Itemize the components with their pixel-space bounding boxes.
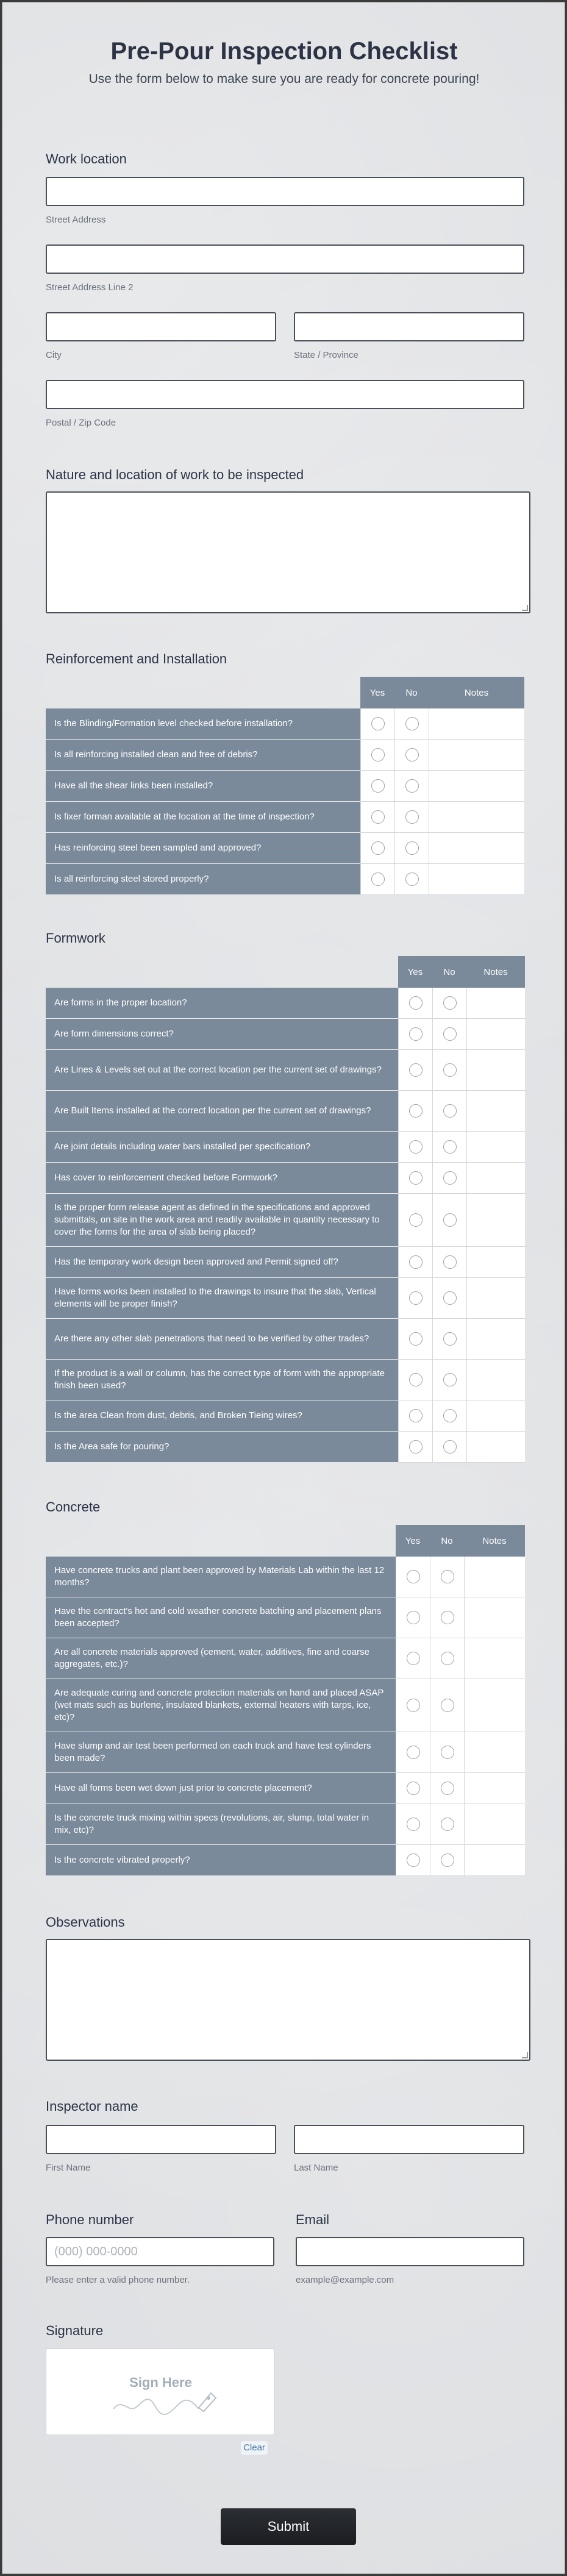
concrete-cell-yes [396,1679,430,1732]
formwork-cell-yes [398,1319,432,1360]
formwork-question: Is the Area safe for pouring? [46,1432,398,1463]
formwork-question: If the product is a wall or column, has the correct type of form with the appropriate finish been used? [46,1360,398,1400]
concrete-radio-no[interactable] [441,1782,454,1795]
table-row [46,1804,525,1845]
formwork-header-no: No [432,956,466,988]
concrete-question: Have the contract's hot and cold weather concrete batching and placement plans been accepted? [46,1597,396,1638]
concrete-notes-input[interactable] [464,1597,525,1638]
formwork-notes-input[interactable] [466,1194,525,1247]
table-row [46,1019,525,1050]
formwork-radio-no[interactable] [443,1291,457,1305]
formwork-cell-yes [398,988,432,1019]
formwork-radio-no[interactable] [443,1171,457,1185]
formwork-cell-no [432,1132,466,1163]
concrete-notes-input[interactable] [464,1845,525,1876]
concrete-header-notes: Notes [464,1525,525,1557]
form-container [2,2,565,2574]
reinforcement-notes-input[interactable] [429,740,524,771]
formwork-radio-no[interactable] [443,1104,457,1118]
table-row [46,1679,525,1732]
signature-placeholder: Sign Here [129,2375,192,2390]
concrete-question: Are adequate curing and concrete protection materials on hand and placed ASAP (wet mats such as burlene, insulated blankets, external heaters with tarps, ice, etc)? [46,1679,396,1732]
reinforcement-radio-no[interactable] [405,748,419,762]
formwork-cell-no [432,1247,466,1278]
reinforcement-cell-no [394,833,429,864]
formwork-notes-input[interactable] [466,1400,525,1432]
formwork-question: Have forms works been installed to the drawings to insure that the slab, Vertical elements will be proper finish? [46,1278,398,1319]
formwork-question: Are forms in the proper location? [46,988,398,1019]
phone-label: Phone number [46,2212,134,2227]
reinforcement-header-yes: Yes [360,677,394,708]
concrete-cell-yes [396,1773,430,1804]
formwork-cell-no [432,1360,466,1400]
table-row [46,1194,525,1247]
last-name-sublabel: Last Name [294,2163,338,2173]
signature-pen-icon [107,2385,229,2421]
first-name-sublabel: First Name [46,2163,91,2173]
formwork-notes-input[interactable] [466,1432,525,1463]
formwork-cell-no [432,1432,466,1463]
formwork-radio-yes[interactable] [409,1104,423,1118]
concrete-header-yes: Yes [396,1525,430,1557]
observations-label: Observations [46,1914,125,1930]
table-row [46,1360,525,1400]
table-row [46,1400,525,1432]
formwork-radio-yes[interactable] [409,1291,423,1305]
table-row [46,1597,525,1638]
concrete-radio-no[interactable] [441,1854,454,1867]
reinforcement-cell-no [394,802,429,833]
reinforcement-notes-input[interactable] [429,864,524,895]
resize-grip-icon[interactable] [522,2052,528,2058]
reinforcement-cell-yes [360,771,394,802]
nature-textarea[interactable] [46,491,530,613]
table-row [46,1247,525,1278]
table-row [46,833,524,864]
reinforcement-question: Has reinforcing steel been sampled and approved? [46,833,360,864]
formwork-radio-no[interactable] [443,1027,457,1041]
table-row [46,1773,525,1804]
formwork-cell-yes [398,1019,432,1050]
formwork-notes-input[interactable] [466,988,525,1019]
resize-grip-icon[interactable] [522,605,528,611]
concrete-radio-yes[interactable] [407,1818,420,1831]
concrete-radio-yes[interactable] [407,1699,420,1712]
reinforcement-radio-no[interactable] [405,872,419,886]
reinforcement-radio-no[interactable] [405,779,419,793]
formwork-cell-no [432,1163,466,1194]
observations-textarea[interactable] [46,1939,530,2061]
concrete-cell-no [430,1679,464,1732]
formwork-cell-no [432,1091,466,1132]
concrete-question: Have all forms been wet down just prior to concrete placement? [46,1773,396,1804]
concrete-cell-no [430,1845,464,1876]
concrete-question: Are all concrete materials approved (cement, water, additives, fine and coarse aggregates, etc.)? [46,1638,396,1679]
reinforcement-notes-input[interactable] [429,833,524,864]
concrete-label: Concrete [46,1499,101,1515]
submit-button[interactable]: Submit [221,2508,356,2545]
concrete-cell-no [430,1638,464,1679]
formwork-question: Has the temporary work design been approved and Permit signed off? [46,1247,398,1278]
formwork-cell-yes [398,1194,432,1247]
concrete-radio-no[interactable] [441,1570,454,1583]
formwork-notes-input[interactable] [466,1319,525,1360]
formwork-question: Are joint details including water bars installed per specification? [46,1132,398,1163]
first-name-input[interactable] [46,2125,276,2154]
concrete-cell-yes [396,1638,430,1679]
reinforcement-radio-yes[interactable] [371,748,385,762]
reinforcement-header-notes: Notes [429,677,524,708]
formwork-cell-yes [398,1400,432,1432]
reinforcement-radio-yes[interactable] [371,717,385,730]
table-row [46,1050,525,1091]
formwork-question: Are Built Items installed at the correct location per the current set of drawings? [46,1091,398,1132]
concrete-cell-yes [396,1845,430,1876]
postal-code-input[interactable] [46,380,524,409]
page-subtitle: Use the form below to make sure you are ready for concrete pouring! [88,72,480,86]
formwork-radio-yes[interactable] [409,1440,423,1454]
concrete-radio-no[interactable] [441,1818,454,1831]
table-row [46,988,525,1019]
formwork-radio-yes[interactable] [409,1409,423,1422]
concrete-notes-input[interactable] [464,1679,525,1732]
reinforcement-label: Reinforcement and Installation [46,651,227,666]
concrete-notes-input[interactable] [464,1557,525,1597]
formwork-radio-no[interactable] [443,1409,457,1422]
concrete-question: Is the concrete truck mixing within specs (revolutions, air, slump, total water in mix, etc)? [46,1804,396,1845]
formwork-radio-yes[interactable] [409,996,423,1010]
concrete-radio-yes[interactable] [407,1782,420,1795]
table-row [46,1163,525,1194]
formwork-radio-no[interactable] [443,1213,457,1227]
formwork-radio-yes[interactable] [409,1213,423,1227]
formwork-question: Are Lines & Levels set out at the correct location per the current set of drawings? [46,1050,398,1091]
reinforcement-radio-yes[interactable] [371,872,385,886]
formwork-radio-no[interactable] [443,1140,457,1154]
concrete-cell-no [430,1773,464,1804]
table-row [46,802,524,833]
formwork-question: Has cover to reinforcement checked before Formwork? [46,1163,398,1194]
concrete-radio-yes[interactable] [407,1570,420,1583]
table-row [46,740,524,771]
concrete-cell-no [430,1804,464,1845]
formwork-radio-no[interactable] [443,1440,457,1454]
formwork-label: Formwork [46,930,105,946]
reinforcement-cell-no [394,708,429,740]
formwork-cell-yes [398,1050,432,1091]
concrete-cell-no [430,1597,464,1638]
street-address-input[interactable] [46,177,524,206]
concrete-notes-input[interactable] [464,1732,525,1773]
concrete-cell-no [430,1557,464,1597]
reinforcement-cell-no [394,771,429,802]
table-row [46,1557,525,1597]
formwork-radio-yes[interactable] [409,1255,423,1269]
reinforcement-cell-yes [360,740,394,771]
reinforcement-header-no: No [394,677,429,708]
street-address-line2-input[interactable] [46,244,524,274]
formwork-notes-input[interactable] [466,1247,525,1278]
formwork-question: Are there any other slab penetrations that need to be verified by other trades? [46,1319,398,1360]
formwork-cell-yes [398,1132,432,1163]
formwork-header-yes: Yes [398,956,432,988]
concrete-header-no: No [430,1525,464,1557]
formwork-notes-input[interactable] [466,1360,525,1400]
formwork-radio-no[interactable] [443,1255,457,1269]
table-row [46,1319,525,1360]
formwork-notes-input[interactable] [466,1050,525,1091]
concrete-radio-no[interactable] [441,1652,454,1665]
formwork-cell-no [432,1319,466,1360]
formwork-radio-yes[interactable] [409,1332,423,1346]
reinforcement-question: Is fixer forman available at the location at the time of inspection? [46,802,360,833]
concrete-radio-yes[interactable] [407,1854,420,1867]
table-row [46,1132,525,1163]
street-address-sublabel: Street Address [46,215,106,225]
formwork-cell-no [432,1050,466,1091]
formwork-radio-yes[interactable] [409,1171,423,1185]
formwork-radio-yes[interactable] [409,1373,423,1386]
formwork-cell-no [432,1400,466,1432]
reinforcement-question: Is all reinforcing installed clean and free of debris? [46,740,360,771]
concrete-cell-no [430,1732,464,1773]
signature-pad[interactable] [46,2349,274,2435]
formwork-notes-input[interactable] [466,1019,525,1050]
formwork-cell-no [432,1278,466,1319]
concrete-cell-yes [396,1557,430,1597]
reinforcement-notes-input[interactable] [429,708,524,740]
concrete-radio-yes[interactable] [407,1652,420,1665]
reinforcement-radio-yes[interactable] [371,841,385,855]
formwork-radio-yes[interactable] [409,1140,423,1154]
phone-sublabel: Please enter a valid phone number. [46,2275,190,2285]
formwork-notes-input[interactable] [466,1132,525,1163]
nature-label: Nature and location of work to be inspected [46,467,304,482]
reinforcement-cell-yes [360,802,394,833]
reinforcement-notes-input[interactable] [429,802,524,833]
concrete-cell-yes [396,1804,430,1845]
reinforcement-cell-no [394,740,429,771]
reinforcement-radio-no[interactable] [405,841,419,855]
signature-label: Signature [46,2323,104,2338]
table-row [46,1845,525,1876]
concrete-notes-input[interactable] [464,1773,525,1804]
formwork-cell-yes [398,1247,432,1278]
street-address-line2-sublabel: Street Address Line 2 [46,282,134,293]
concrete-radio-yes[interactable] [407,1611,420,1624]
reinforcement-cell-no [394,864,429,895]
formwork-radio-yes[interactable] [409,1027,423,1041]
email-input[interactable] [296,2237,524,2266]
formwork-question: Are form dimensions correct? [46,1019,398,1050]
concrete-radio-no[interactable] [441,1699,454,1712]
postal-code-sublabel: Postal / Zip Code [46,418,116,428]
reinforcement-radio-yes[interactable] [371,779,385,793]
reinforcement-cell-yes [360,708,394,740]
last-name-input[interactable] [294,2125,524,2154]
table-row [46,1638,525,1679]
city-sublabel: City [46,350,62,360]
table-row [46,708,524,740]
table-row [46,1278,525,1319]
clear-signature-button[interactable]: Clear [241,2441,268,2455]
formwork-radio-no[interactable] [443,996,457,1010]
formwork-header-notes: Notes [466,956,525,988]
concrete-cell-yes [396,1597,430,1638]
table-row [46,1732,525,1773]
formwork-cell-no [432,988,466,1019]
formwork-cell-no [432,1194,466,1247]
formwork-radio-no[interactable] [443,1373,457,1386]
reinforcement-radio-yes[interactable] [371,810,385,824]
reinforcement-question: Have all the shear links been installed? [46,771,360,802]
reinforcement-question: Is the Blinding/Formation level checked before installation? [46,708,360,740]
formwork-notes-input[interactable] [466,1278,525,1319]
work-location-label: Work location [46,151,127,166]
formwork-cell-no [432,1019,466,1050]
reinforcement-notes-input[interactable] [429,771,524,802]
reinforcement-radio-no[interactable] [405,717,419,730]
concrete-question: Have concrete trucks and plant been approved by Materials Lab within the last 12 months? [46,1557,396,1597]
reinforcement-radio-no[interactable] [405,810,419,824]
formwork-cell-yes [398,1360,432,1400]
formwork-question: Is the proper form release agent as defined in the specifications and approved submittals, on site in the work area and readily available in quantity necessary to cover the forms for the area of slab being placed? [46,1194,398,1247]
formwork-radio-no[interactable] [443,1063,457,1077]
formwork-radio-no[interactable] [443,1332,457,1346]
concrete-question: Have slump and air test been performed on each truck and have test cylinders been made? [46,1732,396,1773]
concrete-radio-no[interactable] [441,1611,454,1624]
email-sublabel: example@example.com [296,2275,394,2285]
formwork-notes-input[interactable] [466,1163,525,1194]
concrete-radio-yes[interactable] [407,1746,420,1759]
formwork-cell-yes [398,1278,432,1319]
email-label: Email [296,2212,330,2227]
formwork-cell-yes [398,1432,432,1463]
reinforcement-cell-yes [360,864,394,895]
city-input[interactable] [46,312,276,341]
state-input[interactable] [294,312,524,341]
concrete-cell-yes [396,1732,430,1773]
inspector-label: Inspector name [46,2099,138,2114]
state-sublabel: State / Province [294,350,358,360]
phone-input[interactable]: (000) 000-0000 [46,2237,274,2266]
formwork-cell-yes [398,1163,432,1194]
page-title: Pre-Pour Inspection Checklist [110,38,458,65]
table-row [46,864,524,895]
concrete-question: Is the concrete vibrated properly? [46,1845,396,1876]
reinforcement-question: Is all reinforcing steel stored properly? [46,864,360,895]
reinforcement-cell-yes [360,833,394,864]
table-row [46,1432,525,1463]
formwork-question: Is the area Clean from dust, debris, and Broken Tieing wires? [46,1400,398,1432]
table-row [46,771,524,802]
concrete-radio-no[interactable] [441,1746,454,1759]
formwork-cell-yes [398,1091,432,1132]
concrete-notes-input[interactable] [464,1804,525,1845]
formwork-radio-yes[interactable] [409,1063,423,1077]
formwork-notes-input[interactable] [466,1091,525,1132]
concrete-notes-input[interactable] [464,1638,525,1679]
table-row [46,1091,525,1132]
